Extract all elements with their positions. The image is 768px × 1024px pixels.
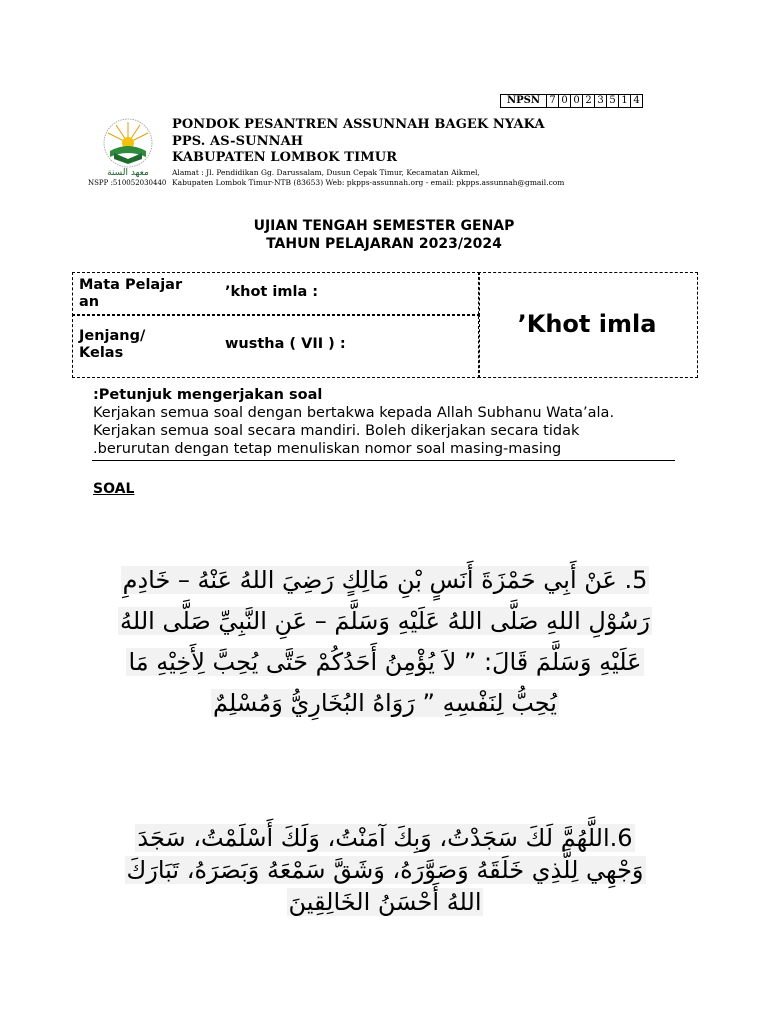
question-line: وَجْهِي لِلَّذِي خَلَقَهُ وَصَوَّرَهُ، وَشَقَّ سَمْعَهُ وَبَصَرَهُ، تَبَارَكَ (126, 856, 644, 884)
npsn-label: NPSN (501, 95, 547, 107)
address-line-2: Kabupaten Lombok Timur-NTB (83653) Web: pkpps-assunnah.org - email: pkpps.assunnah@gmail.com (172, 178, 565, 187)
instruction-line: Kerjakan semua soal secara mandiri. Boleh dikerjakan secara tidak (93, 423, 580, 439)
question-line: 6.اللَّهُمَّ لَكَ سَجَدْتُ، وَبِكَ آمَنْتُ، وَلَكَ أَسْلَمْتُ، سَجَدَ (137, 824, 633, 852)
npsn-digit: 0 (571, 95, 583, 107)
question-line: عَلَيْهِ وَسَلَّمَ قَالَ: ” لاَ يُؤْمِنُ أَحَدُكُمْ حَتَّى يُحِبَّ لِأَخِيْهِ مَا (128, 648, 642, 676)
question-line: اللهُ أَحْسَنُ الخَالِقِينَ (288, 888, 482, 916)
address-line-1: Alamat : Jl. Pendidikan Gg. Darussalam, Dusun Cepak Timur, Kecamatan Aikmel, (172, 168, 480, 177)
logo-text: معهد السنة (107, 168, 149, 178)
academic-year: TAHUN PELAJARAN 2023/2024 (266, 236, 502, 252)
instruction-line: .berurutan dengan tetap menuliskan nomor soal masing-masing (93, 441, 562, 457)
npsn-digit: 3 (595, 95, 607, 107)
npsn-digit: 2 (583, 95, 595, 107)
npsn-digit: 0 (559, 95, 571, 107)
subject-label-line-1: Mata Pelajar (79, 277, 183, 293)
npsn-digit: 4 (633, 95, 640, 106)
question-6 (90, 822, 680, 918)
instructions-heading: :Petunjuk mengerjakan soal (93, 387, 323, 403)
nspp-number: NSPP :510052030440 (88, 179, 167, 187)
npsn-digit: 5 (607, 95, 619, 107)
question-line: رَسُوْلِ اللهِ صَلَّى اللهُ عَلَيْهِ وَسَلَّمَ – عَنِ النَّبِيِّ صَلَّى اللهُ (120, 607, 650, 635)
school-logo (92, 113, 164, 179)
divider (92, 460, 675, 461)
level-value: wustha ( VII ) : (225, 336, 346, 352)
question-line: 5. عَنْ أَبِي حَمْزَةَ أَنَسٍ بْنِ مَالِكٍ رَضِيَ اللهُ عَنْهُ – خَادِمِ (122, 566, 648, 594)
level-label-line-1: Jenjang/ (79, 328, 146, 344)
npsn-box (500, 94, 643, 108)
question-5 (90, 560, 680, 724)
npsn-digit: 1 (619, 95, 631, 107)
subject-title: ’Khot imla (517, 310, 657, 338)
question-line: يُحِبُّ لِنَفْسِهِ ” رَوَاهُ البُخَارِيُّ وَمُسْلِمٌ (213, 689, 557, 717)
subject-label-line-2: an (79, 294, 100, 310)
subject-value: ’khot imla : (225, 284, 319, 300)
institution-regency: KABUPATEN LOMBOK TIMUR (172, 150, 398, 165)
instruction-line: Kerjakan semua soal dengan bertakwa kepada Allah Subhanu Wata’ala. (93, 405, 615, 421)
level-label (79, 328, 145, 362)
institution-name: PONDOK PESANTREN ASSUNNAH BAGEK NYAKA (172, 117, 545, 132)
exam-title: UJIAN TENGAH SEMESTER GENAP (253, 218, 515, 234)
level-label-line-2: Kelas (79, 345, 124, 361)
subject-label (79, 277, 182, 311)
npsn-digit: 7 (547, 95, 559, 107)
institution-short-name: PPS. AS-SUNNAH (172, 134, 304, 149)
soal-heading: SOAL (93, 481, 135, 497)
